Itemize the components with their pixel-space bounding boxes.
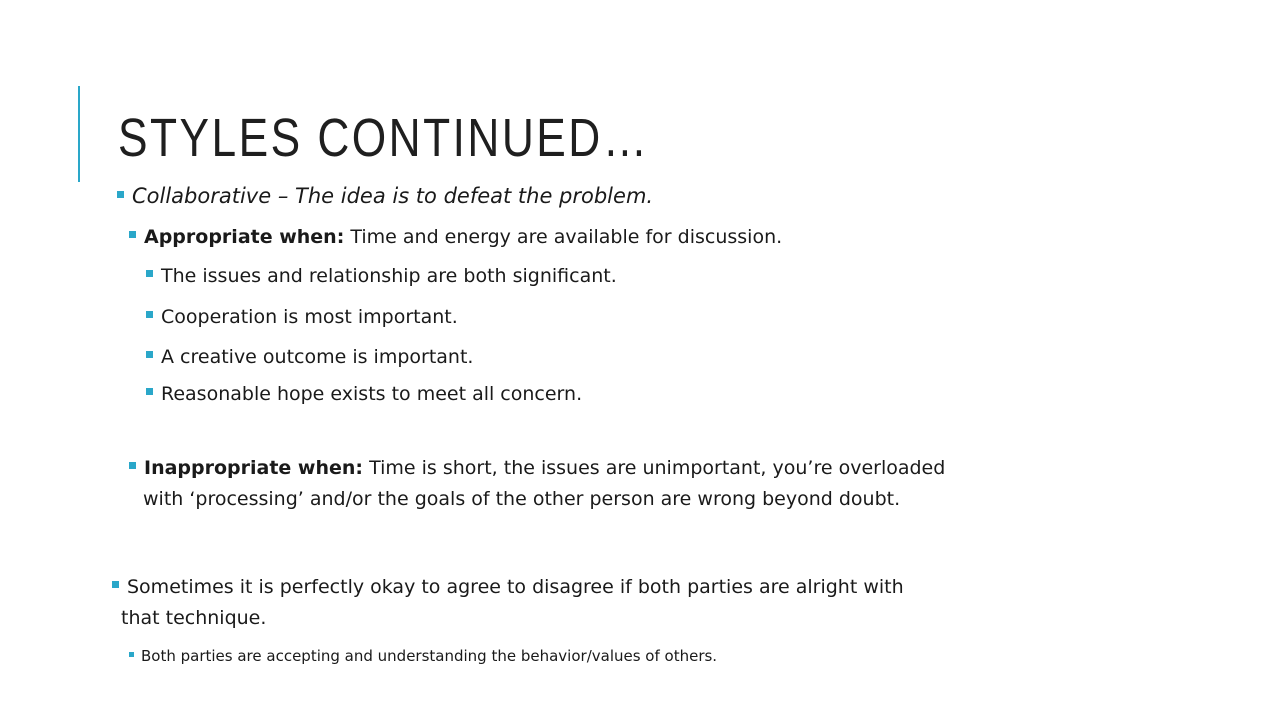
inappropriate-text-line2: with ‘processing’ and/or the goals of the other person are wrong beyond doubt. bbox=[143, 488, 901, 510]
bullet-collaborative bbox=[117, 184, 653, 208]
square-bullet-icon bbox=[146, 351, 153, 358]
bullet-appropriate-item bbox=[146, 383, 582, 405]
agree-line2: that technique. bbox=[121, 607, 267, 629]
bullet-appropriate-item bbox=[146, 346, 473, 368]
bullet-appropriate-item bbox=[146, 265, 617, 287]
square-bullet-icon bbox=[129, 462, 136, 469]
square-bullet-icon bbox=[112, 581, 119, 588]
bullet-agree-to-disagree bbox=[112, 576, 904, 598]
square-bullet-icon bbox=[146, 388, 153, 395]
slide-title: STYLES CONTINUED… bbox=[118, 108, 650, 168]
inappropriate-label: Inappropriate when: bbox=[144, 457, 364, 479]
title-accent-bar bbox=[78, 86, 80, 182]
appropriate-text: Time and energy are available for discussion. bbox=[350, 226, 783, 248]
square-bullet-icon bbox=[146, 270, 153, 277]
appropriate-item-text: A creative outcome is important. bbox=[161, 346, 474, 368]
square-bullet-icon bbox=[129, 652, 134, 657]
square-bullet-icon bbox=[146, 311, 153, 318]
appropriate-label: Appropriate when: bbox=[144, 226, 345, 248]
collaborative-text: Collaborative – The idea is to defeat the problem. bbox=[132, 184, 654, 208]
bullet-appropriate-item bbox=[146, 306, 458, 328]
bullet-both-parties bbox=[129, 647, 717, 665]
bullet-appropriate-when bbox=[129, 226, 782, 248]
agree-line1: Sometimes it is perfectly okay to agree to disagree if both parties are alright with bbox=[127, 576, 904, 598]
square-bullet-icon bbox=[117, 191, 124, 198]
appropriate-item-text: The issues and relationship are both significant. bbox=[161, 265, 617, 287]
both-parties-text: Both parties are accepting and understanding the behavior/values of others. bbox=[141, 647, 718, 665]
appropriate-item-text: Reasonable hope exists to meet all concern. bbox=[161, 383, 583, 405]
square-bullet-icon bbox=[129, 231, 136, 238]
bullet-inappropriate-when bbox=[129, 457, 945, 479]
inappropriate-text-line1: Time is short, the issues are unimportant, you’re overloaded bbox=[369, 457, 946, 479]
appropriate-item-text: Cooperation is most important. bbox=[161, 306, 458, 328]
